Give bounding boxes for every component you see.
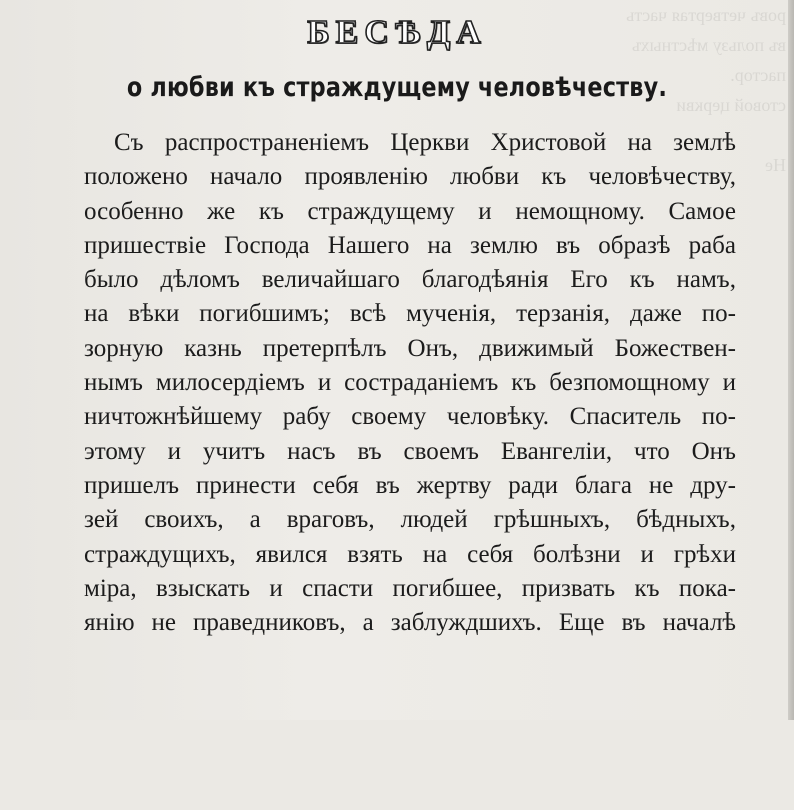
page-subtitle: о любви къ страждущему человѣчеству. bbox=[126, 72, 668, 103]
text-line: зей своихъ, а враговъ, людей грѣшныхъ, бѣдныхъ, bbox=[84, 506, 736, 534]
page-title: БЕСѢДА bbox=[307, 14, 487, 51]
text-line: положено начало проявленію любви къ человѣчеству, bbox=[84, 163, 736, 191]
text-line: ничтожнѣйшему рабу своему человѣку. Спаситель по- bbox=[84, 403, 736, 431]
text-line: этому и учитъ насъ въ своемъ Евангеліи, что Онъ bbox=[84, 437, 736, 465]
text-line: міра, взыскать и спасти погибшее, призвать къ пока- bbox=[84, 574, 736, 602]
text-line: особенно же къ страждущему и немощному. Самое bbox=[84, 197, 736, 225]
text-line: зорную казнь претерпѣлъ Онъ, движимый Божествен- bbox=[84, 334, 736, 362]
text-line: пришествіе Господа Нашего на землю въ образѣ раба bbox=[84, 231, 736, 259]
text-line: нымъ милосердіемъ и состраданіемъ къ безпомощному и bbox=[84, 369, 736, 397]
text-line: на вѣки погибшимъ; всѣ мученія, терзанія, даже по- bbox=[84, 300, 736, 328]
page-edge bbox=[788, 0, 794, 720]
text-line: было дѣломъ величайшаго благодѣянія Его къ намъ, bbox=[84, 266, 736, 294]
text-line: Съ распространеніемъ Церкви Христовой на землѣ bbox=[114, 129, 736, 156]
text-line: янію не праведниковъ, а заблуждшихъ. Еще въ началѣ bbox=[84, 609, 736, 637]
bleed-through-text: ровъ четвертая часть въ пользу мѣстныхъ пастор. стовой церкви Не bbox=[626, 5, 786, 175]
text-body bbox=[84, 126, 736, 640]
text-line: страждущихъ, явился взять на себя болѣзни и грѣхи bbox=[84, 540, 736, 568]
text-line: пришелъ принести себя въ жертву ради блага не дру- bbox=[84, 471, 736, 499]
